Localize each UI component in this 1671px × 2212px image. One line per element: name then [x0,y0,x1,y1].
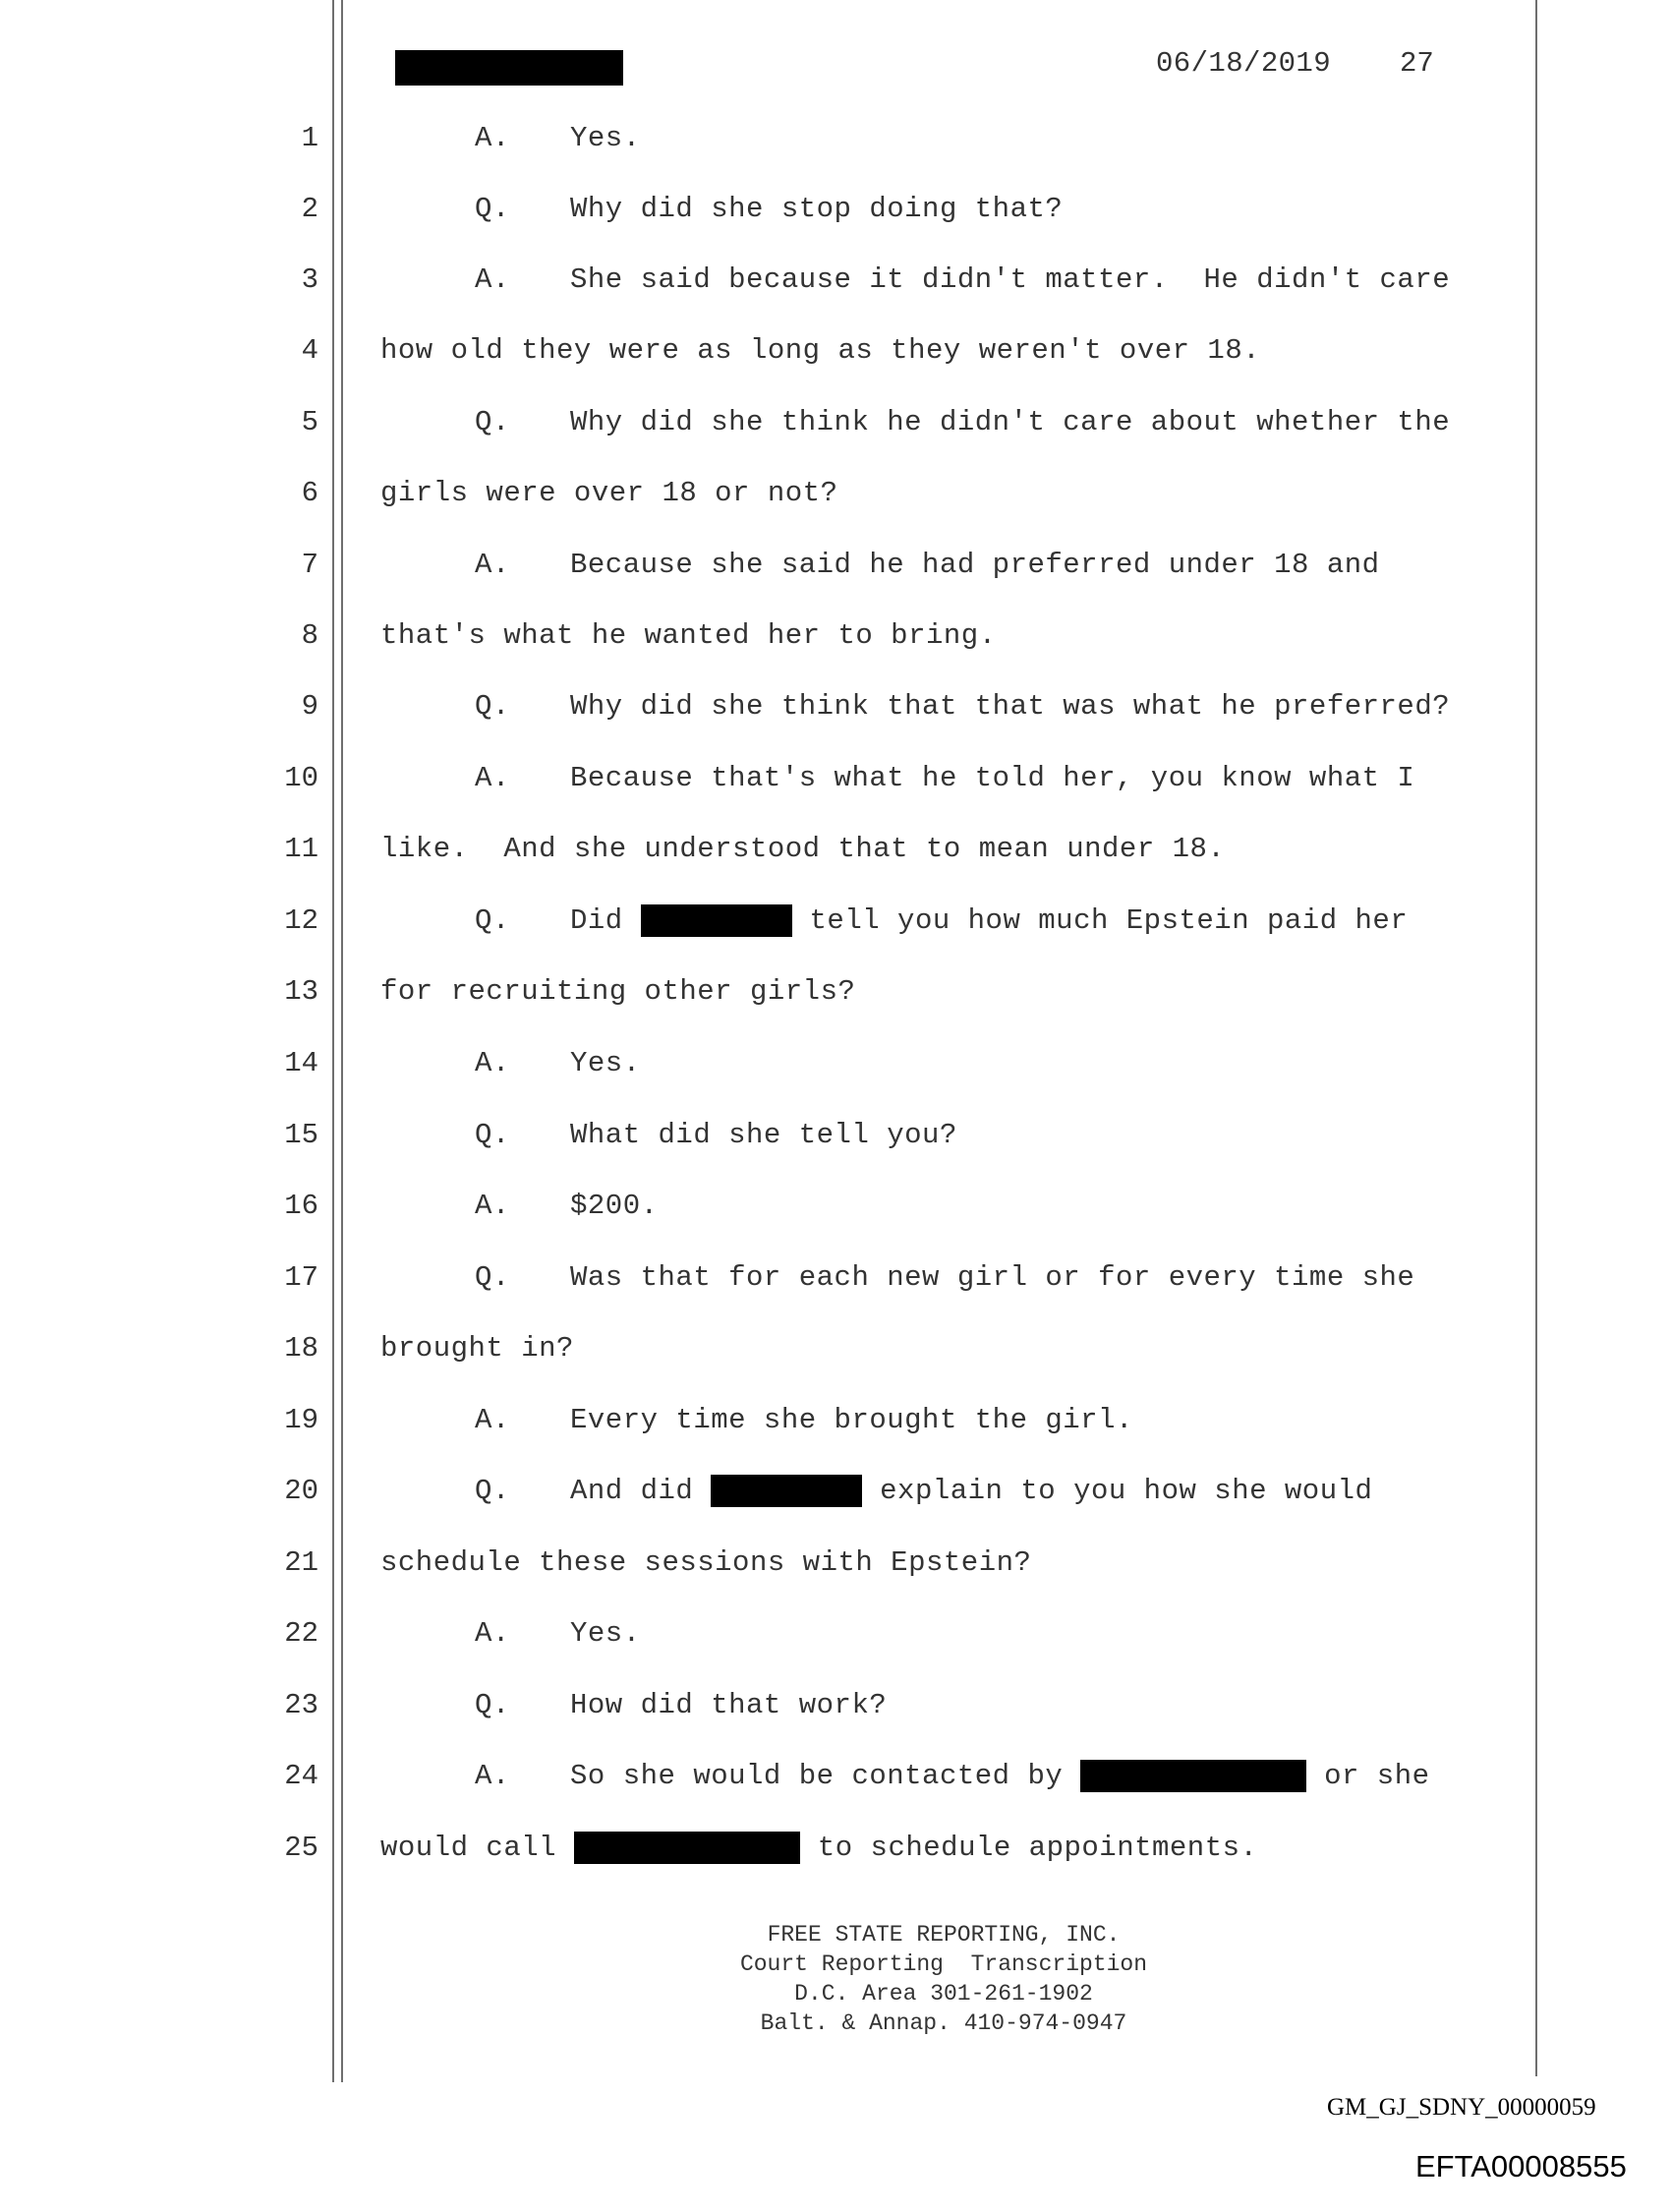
line-content: Because she said he had preferred under 18 and [570,549,1380,581]
speaker-marker: A. [475,549,510,581]
line-number: 19 [284,1404,318,1436]
line-content: Yes. [570,122,641,154]
speaker-marker: Q. [475,1689,510,1721]
transcript-line [475,1475,1372,1507]
transcript-line [380,833,1225,865]
line-content: Yes. [570,1047,641,1079]
transcript-line [475,1190,659,1222]
line-number: 4 [301,334,318,367]
footer-dc-phone: D.C. Area 301-261-1902 [794,1981,1093,2007]
line-content: $200. [570,1190,659,1222]
line-content-after-redaction: explain to you how she would [862,1475,1373,1507]
line-number: 16 [284,1190,318,1222]
line-content: for recruiting other girls? [380,975,856,1008]
line-number: 17 [284,1261,318,1294]
speaker-marker: Q. [475,1261,510,1294]
line-content-after-redaction: or she [1306,1760,1430,1792]
transcript-line [475,1760,1430,1792]
speaker-marker: A. [475,122,510,154]
line-number: 21 [284,1546,318,1579]
transcript-line [475,1404,1133,1436]
line-content: How did that work? [570,1689,888,1721]
line-number: 10 [284,762,318,794]
footer-balt-phone: Balt. & Annap. 410-974-0947 [760,2010,1127,2036]
speaker-marker: A. [475,1047,510,1079]
transcript-line [380,1832,1257,1864]
line-content: girls were over 18 or not? [380,477,838,509]
speaker-marker: Q. [475,904,510,937]
line-content-before-redaction: Did [570,904,641,937]
transcript-line [475,193,1063,225]
page-number: 27 [1400,47,1434,80]
transcript-line [475,762,1414,794]
right-margin-rule [1535,0,1537,2076]
name-redaction [711,1475,862,1507]
footer-company: FREE STATE REPORTING, INC. [767,1922,1121,1948]
speaker-marker: A. [475,1404,510,1436]
line-number: 9 [301,690,318,723]
line-content: brought in? [380,1332,574,1365]
line-content: Why did she think that that was what he preferred? [570,690,1451,723]
speaker-marker: Q. [475,1119,510,1151]
speaker-marker: A. [475,762,510,794]
header-date: 06/18/2019 [1156,47,1332,80]
bates-number: GM_GJ_SDNY_00000059 [1327,2094,1596,2121]
transcript-line [475,690,1450,723]
speaker-marker: A. [475,1760,510,1792]
line-content: Yes. [570,1617,641,1650]
transcript-line [475,1617,641,1650]
line-content: Why did she stop doing that? [570,193,1064,225]
line-content-before-redaction: would call [380,1832,574,1864]
line-number: 8 [301,619,318,652]
line-number: 7 [301,549,318,581]
transcript-line [475,1689,887,1721]
transcript-line [380,477,837,509]
transcript-line [380,1332,574,1365]
transcript-line [475,549,1380,581]
line-number: 20 [284,1475,318,1507]
speaker-marker: A. [475,1190,510,1222]
line-number: 13 [284,975,318,1008]
efta-number: EFTA00008555 [1415,2149,1627,2183]
line-number: 15 [284,1119,318,1151]
line-number: 11 [284,833,318,865]
transcript-line [380,619,997,652]
line-content: how old they were as long as they weren't over 18. [380,334,1261,367]
line-content: like. And she understood that to mean under 18. [380,833,1226,865]
line-content: Because that's what he told her, you know what I [570,762,1415,794]
line-number: 18 [284,1332,318,1365]
left-margin-rule [332,0,334,2082]
transcript-line [475,406,1450,438]
transcript-line [380,334,1260,367]
line-number: 12 [284,904,318,937]
line-content-before-redaction: And did [570,1475,712,1507]
transcript-line [380,1546,1031,1579]
speaker-marker: A. [475,1617,510,1650]
line-content-after-redaction: to schedule appointments. [799,1832,1258,1864]
line-number: 5 [301,406,318,438]
speaker-marker: Q. [475,690,510,723]
reporter-footer [590,1920,1297,2038]
line-number: 22 [284,1617,318,1650]
line-content: Why did she think he didn't care about whether the [570,406,1451,438]
speaker-marker: Q. [475,406,510,438]
transcript-line [475,1261,1414,1294]
transcript-line [475,1119,957,1151]
name-redaction [641,904,792,937]
transcript-line [475,904,1408,937]
name-redaction [574,1832,800,1864]
left-margin-rule-inner [341,0,343,2082]
line-content: She said because it didn't matter. He didn't care [570,263,1451,296]
line-number: 2 [301,193,318,225]
line-content: Every time she brought the girl. [570,1404,1133,1436]
line-content: that's what he wanted her to bring. [380,619,997,652]
footer-services: Court Reporting Transcription [739,1951,1148,1977]
speaker-marker: A. [475,263,510,296]
line-number: 25 [284,1832,318,1864]
line-content: schedule these sessions with Epstein? [380,1546,1032,1579]
speaker-marker: Q. [475,1475,510,1507]
line-content-before-redaction: So she would be contacted by [570,1760,1081,1792]
transcript-line [475,1047,641,1079]
transcript-line [475,263,1450,296]
line-number: 3 [301,263,318,296]
header-redaction [395,50,623,86]
speaker-marker: Q. [475,193,510,225]
line-number: 1 [301,122,318,154]
transcript-line [380,975,855,1008]
line-number: 23 [284,1689,318,1721]
line-content-after-redaction: tell you how much Epstein paid her [791,904,1409,937]
transcript-line [475,122,641,154]
line-number: 6 [301,477,318,509]
line-number: 14 [284,1047,318,1079]
line-number: 24 [284,1760,318,1792]
name-redaction [1080,1760,1306,1792]
line-content: What did she tell you? [570,1119,957,1151]
line-content: Was that for each new girl or for every time she [570,1261,1415,1294]
